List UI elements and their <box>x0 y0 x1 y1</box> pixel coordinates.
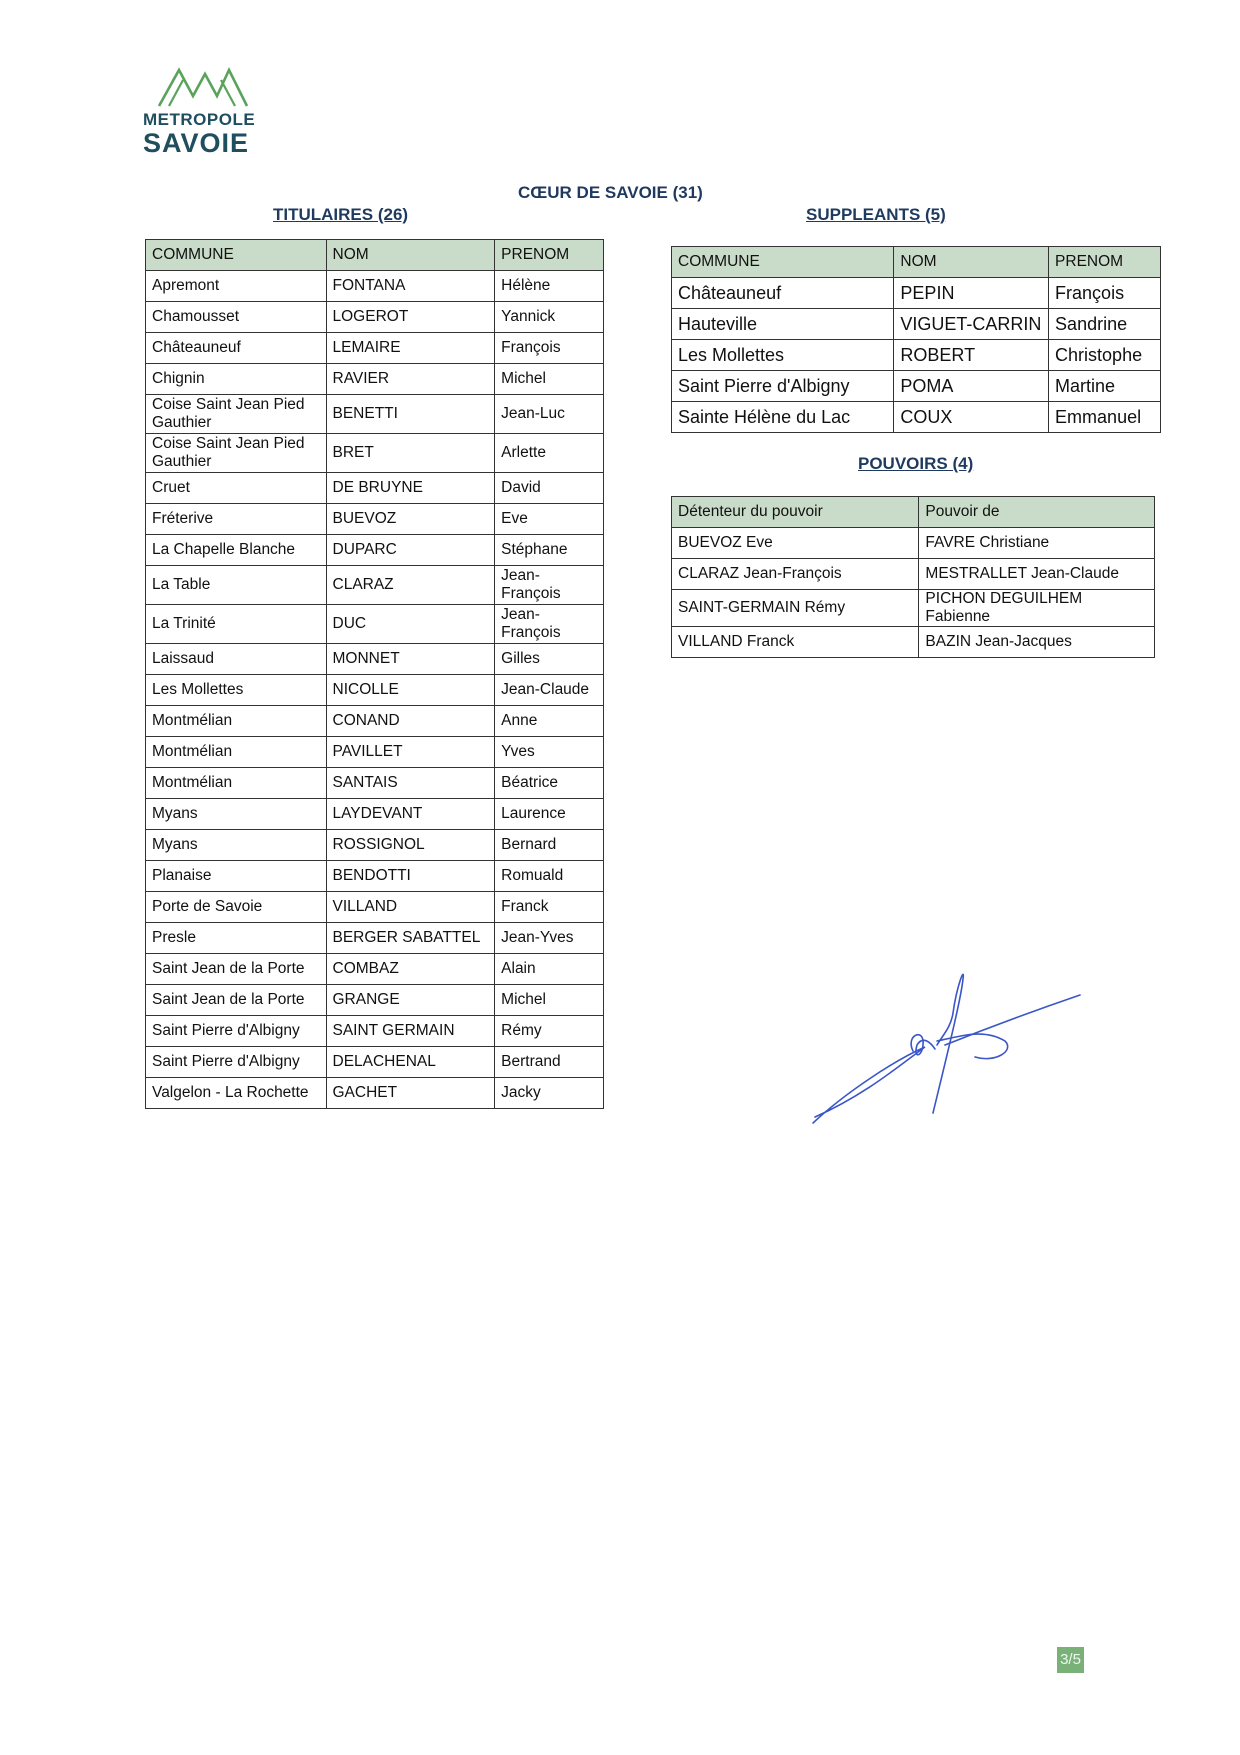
table-row <box>146 737 604 768</box>
table-row <box>146 954 604 985</box>
header-nom: NOM <box>894 247 1049 278</box>
cell-pouvoir-de: MESTRALLET Jean-Claude <box>919 559 1155 590</box>
cell-detenteur: BUEVOZ Eve <box>672 528 919 559</box>
cell-prenom: Franck <box>495 892 604 923</box>
table-row <box>146 271 604 302</box>
cell-nom: VILLAND <box>326 892 495 923</box>
header-prenom: PRENOM <box>1049 247 1161 278</box>
cell-commune: Myans <box>146 799 327 830</box>
table-row <box>146 364 604 395</box>
header-commune: COMMUNE <box>672 247 894 278</box>
cell-commune: Saint Jean de la Porte <box>146 954 327 985</box>
cell-nom: GACHET <box>326 1078 495 1109</box>
header-nom: NOM <box>326 240 495 271</box>
cell-prenom: Eve <box>495 504 604 535</box>
cell-nom: COMBAZ <box>326 954 495 985</box>
table-header-row <box>672 497 1155 528</box>
cell-commune: Valgelon - La Rochette <box>146 1078 327 1109</box>
table-row <box>146 830 604 861</box>
cell-prenom: Jean-Claude <box>495 675 604 706</box>
cell-prenom: Sandrine <box>1049 309 1161 340</box>
cell-nom: BERGER SABATTEL <box>326 923 495 954</box>
cell-prenom: Jean-François <box>495 605 604 644</box>
cell-prenom: François <box>495 333 604 364</box>
cell-detenteur: CLARAZ Jean-François <box>672 559 919 590</box>
header-commune: COMMUNE <box>146 240 327 271</box>
signature-image <box>805 965 1085 1135</box>
cell-commune: Châteauneuf <box>672 278 894 309</box>
cell-commune: Coise Saint Jean Pied Gauthier <box>146 434 327 473</box>
table-row <box>672 340 1161 371</box>
page-number: 3/5 <box>1057 1647 1084 1673</box>
cell-prenom: Bernard <box>495 830 604 861</box>
table-row <box>672 559 1155 590</box>
cell-commune: Montmélian <box>146 768 327 799</box>
cell-detenteur: VILLAND Franck <box>672 627 919 658</box>
cell-commune: Hauteville <box>672 309 894 340</box>
cell-nom: PAVILLET <box>326 737 495 768</box>
cell-prenom: Rémy <box>495 1016 604 1047</box>
header-pouvoir-de: Pouvoir de <box>919 497 1155 528</box>
table-row <box>146 892 604 923</box>
cell-nom: BRET <box>326 434 495 473</box>
cell-commune: Myans <box>146 830 327 861</box>
cell-prenom: Romuald <box>495 861 604 892</box>
cell-prenom: Martine <box>1049 371 1161 402</box>
mountains-logo-icon <box>157 66 249 108</box>
table-row <box>146 675 604 706</box>
table-row <box>146 799 604 830</box>
cell-prenom: Gilles <box>495 644 604 675</box>
cell-nom: BENETTI <box>326 395 495 434</box>
cell-prenom: Bertrand <box>495 1047 604 1078</box>
titulaires-table <box>145 239 604 1109</box>
table-row <box>146 395 604 434</box>
cell-prenom: Jacky <box>495 1078 604 1109</box>
header-prenom: PRENOM <box>495 240 604 271</box>
cell-prenom: Michel <box>495 985 604 1016</box>
table-row <box>146 333 604 364</box>
cell-nom: DUC <box>326 605 495 644</box>
cell-commune: Laissaud <box>146 644 327 675</box>
cell-prenom: Jean-Luc <box>495 395 604 434</box>
pouvoirs-table <box>671 496 1155 658</box>
cell-nom: DUPARC <box>326 535 495 566</box>
cell-commune: Sainte Hélène du Lac <box>672 402 894 433</box>
cell-commune: Montmélian <box>146 737 327 768</box>
cell-commune: Saint Pierre d'Albigny <box>146 1047 327 1078</box>
table-row <box>146 985 604 1016</box>
cell-commune: Planaise <box>146 861 327 892</box>
table-row <box>672 278 1161 309</box>
cell-nom: COUX <box>894 402 1049 433</box>
table-row <box>146 706 604 737</box>
table-row <box>146 434 604 473</box>
cell-nom: FONTANA <box>326 271 495 302</box>
cell-nom: NICOLLE <box>326 675 495 706</box>
cell-pouvoir-de: FAVRE Christiane <box>919 528 1155 559</box>
cell-commune: Chamousset <box>146 302 327 333</box>
table-row <box>146 1016 604 1047</box>
cell-nom: RAVIER <box>326 364 495 395</box>
cell-nom: ROBERT <box>894 340 1049 371</box>
cell-nom: ROSSIGNOL <box>326 830 495 861</box>
table-row <box>146 535 604 566</box>
cell-commune: Les Mollettes <box>146 675 327 706</box>
cell-prenom: Jean-François <box>495 566 604 605</box>
cell-commune: Les Mollettes <box>672 340 894 371</box>
pouvoirs-title: POUVOIRS (4) <box>858 454 974 473</box>
cell-nom: VIGUET-CARRIN <box>894 309 1049 340</box>
table-row <box>146 768 604 799</box>
cell-commune: Saint Jean de la Porte <box>146 985 327 1016</box>
cell-prenom: Anne <box>495 706 604 737</box>
cell-prenom: Christophe <box>1049 340 1161 371</box>
cell-nom: DELACHENAL <box>326 1047 495 1078</box>
cell-prenom: Arlette <box>495 434 604 473</box>
cell-prenom: Hélène <box>495 271 604 302</box>
cell-nom: SANTAIS <box>326 768 495 799</box>
cell-nom: BENDOTTI <box>326 861 495 892</box>
cell-nom: BUEVOZ <box>326 504 495 535</box>
cell-commune: La Chapelle Blanche <box>146 535 327 566</box>
cell-commune: Saint Pierre d'Albigny <box>146 1016 327 1047</box>
table-header-row <box>672 247 1161 278</box>
cell-commune: Montmélian <box>146 706 327 737</box>
cell-commune: Saint Pierre d'Albigny <box>672 371 894 402</box>
cell-commune: Chignin <box>146 364 327 395</box>
table-row <box>146 566 604 605</box>
cell-nom: MONNET <box>326 644 495 675</box>
cell-prenom: Yves <box>495 737 604 768</box>
metropole-savoie-logo <box>143 66 263 156</box>
cell-prenom: David <box>495 473 604 504</box>
cell-nom: LEMAIRE <box>326 333 495 364</box>
cell-pouvoir-de: PICHON DEGUILHEM Fabienne <box>919 590 1155 627</box>
table-row <box>146 923 604 954</box>
table-header-row <box>146 240 604 271</box>
cell-commune: Presle <box>146 923 327 954</box>
cell-commune: Apremont <box>146 271 327 302</box>
table-row <box>672 590 1155 627</box>
cell-prenom: Alain <box>495 954 604 985</box>
cell-commune: Coise Saint Jean Pied Gauthier <box>146 395 327 434</box>
table-row <box>146 1047 604 1078</box>
cell-nom: LOGEROT <box>326 302 495 333</box>
cell-nom: POMA <box>894 371 1049 402</box>
suppleants-title: SUPPLEANTS (5) <box>806 205 946 224</box>
cell-prenom: Michel <box>495 364 604 395</box>
cell-nom: LAYDEVANT <box>326 799 495 830</box>
cell-nom: GRANGE <box>326 985 495 1016</box>
cell-nom: CONAND <box>326 706 495 737</box>
cell-prenom: Béatrice <box>495 768 604 799</box>
cell-commune: Châteauneuf <box>146 333 327 364</box>
cell-prenom: Laurence <box>495 799 604 830</box>
table-row <box>672 627 1155 658</box>
table-row <box>672 309 1161 340</box>
header-detenteur: Détenteur du pouvoir <box>672 497 919 528</box>
cell-prenom: François <box>1049 278 1161 309</box>
logo-line-2: SAVOIE <box>143 128 250 158</box>
table-row <box>146 504 604 535</box>
cell-nom: CLARAZ <box>326 566 495 605</box>
cell-commune: La Trinité <box>146 605 327 644</box>
logo-line-1: METROPOLE <box>143 110 256 129</box>
table-row <box>672 402 1161 433</box>
table-row <box>146 644 604 675</box>
table-row <box>146 1078 604 1109</box>
cell-nom: PEPIN <box>894 278 1049 309</box>
cell-nom: SAINT GERMAIN <box>326 1016 495 1047</box>
cell-prenom: Emmanuel <box>1049 402 1161 433</box>
cell-commune: Porte de Savoie <box>146 892 327 923</box>
cell-detenteur: SAINT-GERMAIN Rémy <box>672 590 919 627</box>
cell-pouvoir-de: BAZIN Jean-Jacques <box>919 627 1155 658</box>
table-row <box>672 371 1161 402</box>
titulaires-title: TITULAIRES (26) <box>273 205 409 224</box>
table-row <box>146 473 604 504</box>
cell-commune: Cruet <box>146 473 327 504</box>
cell-prenom: Jean-Yves <box>495 923 604 954</box>
cell-commune: La Table <box>146 566 327 605</box>
suppleants-table <box>671 246 1161 433</box>
main-title: CŒUR DE SAVOIE (31) <box>518 183 703 202</box>
table-row <box>146 861 604 892</box>
cell-nom: DE BRUYNE <box>326 473 495 504</box>
cell-prenom: Yannick <box>495 302 604 333</box>
table-row <box>146 605 604 644</box>
cell-prenom: Stéphane <box>495 535 604 566</box>
cell-commune: Fréterive <box>146 504 327 535</box>
table-row <box>672 528 1155 559</box>
table-row <box>146 302 604 333</box>
